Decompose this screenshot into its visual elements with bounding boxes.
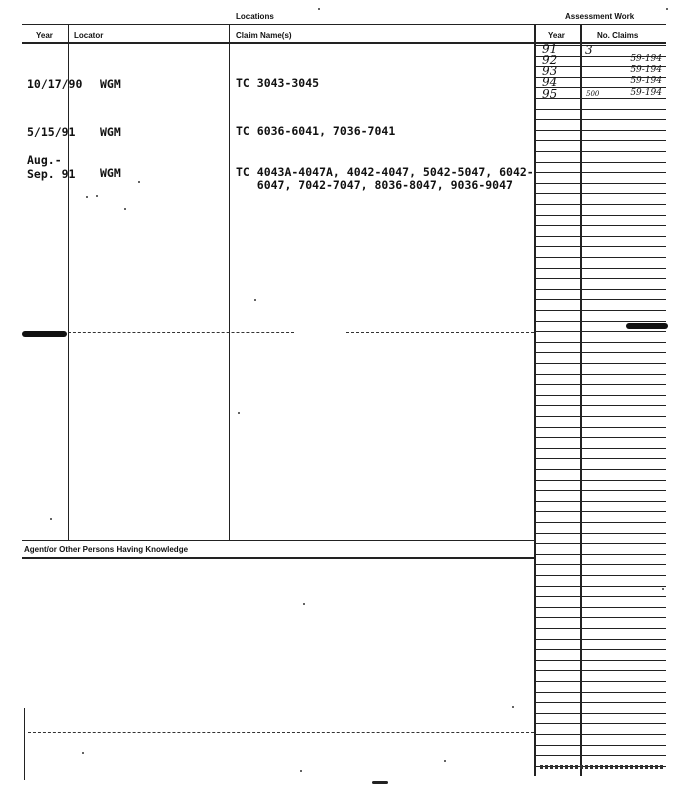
aw-bottom-noise [540, 765, 664, 769]
assessment-row-line [536, 458, 666, 459]
location-locator: WGM [100, 77, 121, 91]
right-fold-mark [626, 323, 668, 329]
assessment-row-line [536, 660, 666, 661]
assessment-work-heading: Assessment Work [565, 12, 635, 21]
aw-claims-entry: 59-194 [630, 54, 662, 64]
assessment-row-line [536, 501, 666, 502]
aw-year-entry: 91 [542, 42, 558, 56]
aw-claims-entry: 3 [585, 43, 593, 57]
locator-column-header: Locator [74, 31, 104, 40]
location-locator: WGM [100, 166, 121, 180]
aw-claims-entry: 59-194 [630, 76, 662, 86]
bottom-left-edge [24, 708, 25, 780]
speck [124, 208, 126, 210]
location-year: 10/17/90 [27, 77, 83, 91]
assessment-row-line [536, 670, 666, 671]
assessment-row-line [536, 331, 666, 332]
assessment-row-line [536, 257, 666, 258]
assessment-row-line [536, 490, 666, 491]
assessment-row-line [536, 321, 666, 322]
assessment-row-line [536, 480, 666, 481]
speck [254, 299, 256, 301]
assessment-row-line [536, 225, 666, 226]
assessment-row-line [536, 702, 666, 703]
assessment-row-line [536, 734, 666, 735]
assessment-row-line [536, 469, 666, 470]
year-column-header: Year [36, 31, 53, 40]
location-year: Aug.- Sep. 91 [27, 153, 76, 181]
assessment-row-line [536, 299, 666, 300]
assessment-row-line [536, 193, 666, 194]
assessment-row-line [536, 140, 666, 141]
locations-heading: Locations [236, 12, 274, 21]
assessment-row-line [536, 268, 666, 269]
aw-claims-entry: 59-194 [630, 65, 662, 75]
left-fold-mark [22, 331, 67, 337]
assessment-row-line [536, 745, 666, 746]
assessment-row-line [536, 374, 666, 375]
speck [138, 181, 140, 183]
assessment-row-line [536, 384, 666, 385]
assessment-row-line [536, 278, 666, 279]
assessment-row-line [536, 554, 666, 555]
assessment-row-line [536, 596, 666, 597]
assessment-row-line [536, 289, 666, 290]
assessment-row-line [536, 755, 666, 756]
assessment-row-line [536, 172, 666, 173]
fold-line-right [346, 332, 534, 333]
assessment-row-line [536, 363, 666, 364]
aw-year-entry: 94 [542, 75, 558, 89]
assessment-row-line [536, 119, 666, 120]
assessment-row-line [536, 639, 666, 640]
header-bottom-rule [22, 42, 666, 44]
assessment-row-line [536, 511, 666, 512]
assessment-left-border [534, 24, 536, 776]
speck [50, 518, 52, 520]
assessment-row-line [536, 692, 666, 693]
assessment-row-line [536, 649, 666, 650]
speck [96, 195, 98, 197]
assessment-row-line [536, 183, 666, 184]
location-claims: TC 6036-6041, 7036-7041 [236, 124, 396, 138]
assessment-row-line [536, 204, 666, 205]
assessment-row-line [536, 713, 666, 714]
assessment-row-line [536, 437, 666, 438]
assessment-row-line [536, 151, 666, 152]
assessment-row-line [536, 522, 666, 523]
speck [82, 752, 84, 754]
assessment-row-line [536, 342, 666, 343]
aw-note: 500 [586, 90, 600, 98]
location-claims: TC 4043A-4047A, 4042-4047, 5042-5047, 6042- 6047, 7042-7047, 8036-8047, 9036-9047 [236, 165, 534, 192]
fold-line-left [68, 332, 294, 333]
claim-names-column-header: Claim Name(s) [236, 31, 292, 40]
location-year: 5/15/91 [27, 125, 76, 139]
speck [666, 8, 668, 10]
assessment-row-line [536, 448, 666, 449]
locations-bottom-rule [22, 540, 534, 541]
assessment-row-line [536, 246, 666, 247]
speck [444, 760, 446, 762]
speck [662, 588, 664, 590]
bottom-smudge [372, 781, 388, 784]
aw-claims-entry: 59-194 [630, 88, 662, 98]
speck [300, 770, 302, 772]
assessment-row-line [536, 607, 666, 608]
speck [238, 412, 240, 414]
locator-claims-divider [229, 24, 230, 540]
assessment-row-line [536, 543, 666, 544]
assessment-row-line [536, 681, 666, 682]
assessment-row-line [536, 405, 666, 406]
bottom-fold-line [28, 732, 534, 733]
assessment-row-line [536, 723, 666, 724]
assessment-year-divider [580, 24, 582, 776]
agent-section-label: Agent/or Other Persons Having Knowledge [24, 545, 189, 554]
assessment-row-line [536, 617, 666, 618]
assessment-row-line [536, 130, 666, 131]
assessment-row-line [536, 352, 666, 353]
speck [318, 8, 320, 10]
agent-section-rule [22, 557, 534, 559]
aw-year-column-header: Year [548, 31, 565, 40]
aw-no-claims-column-header: No. Claims [597, 31, 639, 40]
aw-year-entry: 92 [542, 53, 558, 67]
assessment-row-line [536, 628, 666, 629]
aw-year-entry: 95 [542, 87, 558, 101]
assessment-row-line [536, 395, 666, 396]
assessment-row-line [536, 416, 666, 417]
speck [512, 706, 514, 708]
assessment-row-line [536, 427, 666, 428]
header-top-rule [22, 24, 666, 25]
assessment-row-line [536, 310, 666, 311]
speck [86, 196, 88, 198]
location-claims: TC 3043-3045 [236, 76, 320, 90]
assessment-row-line [536, 236, 666, 237]
speck [303, 603, 305, 605]
assessment-row-line [536, 575, 666, 576]
year-locator-divider [68, 24, 69, 540]
assessment-row-line [536, 215, 666, 216]
location-locator: WGM [100, 125, 121, 139]
assessment-row-line [536, 586, 666, 587]
assessment-row-line [536, 533, 666, 534]
assessment-row-line [536, 564, 666, 565]
assessment-row-line [536, 109, 666, 110]
assessment-row-line [536, 162, 666, 163]
aw-year-entry: 93 [542, 64, 558, 78]
